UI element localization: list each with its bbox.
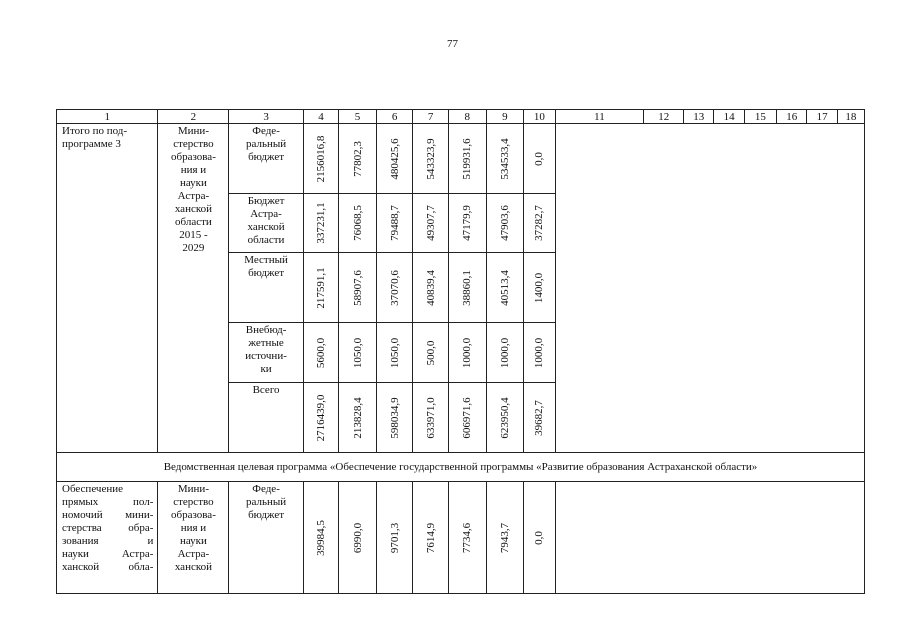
value-cell bbox=[524, 124, 555, 194]
header-cell: 9 bbox=[486, 110, 524, 124]
value-cell bbox=[339, 482, 377, 594]
value-text: 543323,9 bbox=[424, 137, 437, 180]
value-cell bbox=[339, 253, 377, 323]
value-text: 9701,3 bbox=[388, 522, 401, 553]
value-text: 39984,5 bbox=[314, 519, 327, 556]
header-cell: 1 bbox=[57, 110, 158, 124]
value-text: 1050,0 bbox=[388, 337, 401, 368]
value-cell bbox=[486, 482, 524, 594]
value-cell bbox=[524, 194, 555, 253]
value-cell bbox=[303, 323, 339, 383]
value-text: 47903,6 bbox=[498, 205, 511, 241]
value-text: 0,0 bbox=[533, 530, 546, 545]
value-text: 213828,4 bbox=[351, 396, 364, 439]
funding-source: Феде- ральный бюджет bbox=[229, 124, 303, 194]
funding-source: Внебюд- жетные источни- ки bbox=[229, 323, 303, 383]
value-text: 77802,3 bbox=[351, 140, 364, 177]
value-cell bbox=[339, 124, 377, 194]
value-text: 5600,0 bbox=[314, 337, 327, 368]
value-cell bbox=[486, 194, 524, 253]
value-text: 606971,6 bbox=[461, 396, 474, 439]
funding-source: Всего bbox=[229, 383, 303, 453]
value-cell bbox=[524, 482, 555, 594]
value-text: 40839,4 bbox=[424, 269, 437, 306]
value-text: 37282,7 bbox=[533, 205, 546, 241]
empty-cell bbox=[555, 124, 864, 453]
value-text: 58907,6 bbox=[351, 269, 364, 306]
value-cell bbox=[376, 383, 413, 453]
header-cell: 13 bbox=[684, 110, 714, 124]
value-text: 2716439,0 bbox=[314, 394, 327, 441]
value-cell bbox=[524, 323, 555, 383]
executor-name: Мини- стерство образова- ния и науки Астра- ханской области 2015 - 2029 bbox=[158, 124, 229, 453]
header-cell: 16 bbox=[777, 110, 807, 124]
header-cell: 6 bbox=[376, 110, 413, 124]
value-text: 337231,1 bbox=[314, 202, 327, 244]
section-title: Ведомственная целевая программа «Обеспечение государственной программы «Развитие образования Астраханской области» bbox=[57, 453, 865, 482]
value-cell bbox=[303, 124, 339, 194]
value-text: 0,0 bbox=[533, 151, 546, 166]
value-text: 598034,9 bbox=[388, 396, 401, 439]
value-text: 39682,7 bbox=[533, 399, 546, 436]
value-text: 1050,0 bbox=[351, 337, 364, 368]
value-cell bbox=[448, 253, 486, 323]
header-cell: 14 bbox=[714, 110, 744, 124]
funding-source: Местный бюджет bbox=[229, 253, 303, 323]
value-text: 1000,0 bbox=[498, 337, 511, 368]
executor-name: Мини- стерство образова- ния и науки Астра- ханской bbox=[158, 482, 229, 594]
header-cell: 12 bbox=[644, 110, 684, 124]
value-text: 2156016,8 bbox=[314, 135, 327, 182]
header-cell: 17 bbox=[807, 110, 837, 124]
value-text: 7614,9 bbox=[424, 522, 437, 553]
value-text: 7734,6 bbox=[461, 522, 474, 553]
value-cell bbox=[486, 124, 524, 194]
value-cell bbox=[524, 383, 555, 453]
header-cell: 18 bbox=[837, 110, 864, 124]
section-row bbox=[57, 453, 865, 482]
value-cell bbox=[339, 194, 377, 253]
value-text: 40513,4 bbox=[498, 269, 511, 306]
value-cell bbox=[339, 383, 377, 453]
value-cell bbox=[448, 482, 486, 594]
value-cell bbox=[413, 194, 449, 253]
header-row bbox=[57, 110, 865, 124]
value-text: 480425,6 bbox=[388, 137, 401, 180]
header-cell: 10 bbox=[524, 110, 555, 124]
value-cell bbox=[486, 323, 524, 383]
value-cell bbox=[303, 194, 339, 253]
value-text: 500,0 bbox=[424, 340, 437, 365]
header-cell: 11 bbox=[555, 110, 644, 124]
value-cell bbox=[376, 323, 413, 383]
value-text: 37070,6 bbox=[388, 269, 401, 306]
value-cell bbox=[448, 383, 486, 453]
value-cell bbox=[448, 124, 486, 194]
value-cell bbox=[413, 124, 449, 194]
value-text: 7943,7 bbox=[498, 522, 511, 553]
value-text: 76068,5 bbox=[351, 205, 364, 241]
value-cell bbox=[339, 323, 377, 383]
value-cell bbox=[413, 253, 449, 323]
page-number: 77 bbox=[447, 38, 458, 50]
header-cell: 7 bbox=[413, 110, 449, 124]
value-cell bbox=[448, 323, 486, 383]
program-name: Обеспечение прямых пол- номочий мини- стерства обра- зования и науки Астра- ханской обла- bbox=[57, 482, 158, 594]
value-cell bbox=[448, 194, 486, 253]
value-text: 1000,0 bbox=[461, 337, 474, 368]
value-text: 38860,1 bbox=[461, 269, 474, 306]
empty-cell bbox=[555, 482, 864, 594]
value-cell bbox=[486, 383, 524, 453]
header-cell: 2 bbox=[158, 110, 229, 124]
value-text: 623950,4 bbox=[498, 396, 511, 439]
header-cell: 3 bbox=[229, 110, 303, 124]
value-cell bbox=[486, 253, 524, 323]
value-cell bbox=[376, 253, 413, 323]
value-text: 519931,6 bbox=[461, 137, 474, 180]
value-text: 633971,0 bbox=[424, 396, 437, 439]
table-row bbox=[57, 124, 865, 194]
value-text: 1400,0 bbox=[533, 272, 546, 303]
funding-source: Феде- ральный бюджет bbox=[229, 482, 303, 594]
value-cell bbox=[413, 323, 449, 383]
value-text: 47179,9 bbox=[461, 205, 474, 241]
value-cell bbox=[413, 383, 449, 453]
value-cell bbox=[376, 124, 413, 194]
value-cell bbox=[376, 194, 413, 253]
value-cell bbox=[376, 482, 413, 594]
funding-source: Бюджет Астра- ханской области bbox=[229, 194, 303, 253]
value-cell bbox=[524, 253, 555, 323]
value-text: 79488,7 bbox=[388, 205, 401, 241]
header-cell: 8 bbox=[448, 110, 486, 124]
header-cell: 5 bbox=[339, 110, 377, 124]
value-text: 534533,4 bbox=[498, 137, 511, 180]
value-text: 1000,0 bbox=[533, 337, 546, 368]
table-row bbox=[57, 482, 865, 594]
value-cell bbox=[413, 482, 449, 594]
value-text: 6990,0 bbox=[351, 522, 364, 553]
header-cell: 15 bbox=[744, 110, 776, 124]
value-cell bbox=[303, 482, 339, 594]
header-cell: 4 bbox=[303, 110, 339, 124]
value-cell bbox=[303, 383, 339, 453]
program-name: Итого по под- программе 3 bbox=[57, 124, 158, 453]
value-cell bbox=[303, 253, 339, 323]
value-text: 49307,7 bbox=[424, 205, 437, 241]
value-text: 217591,1 bbox=[314, 266, 327, 309]
budget-table bbox=[56, 109, 865, 594]
